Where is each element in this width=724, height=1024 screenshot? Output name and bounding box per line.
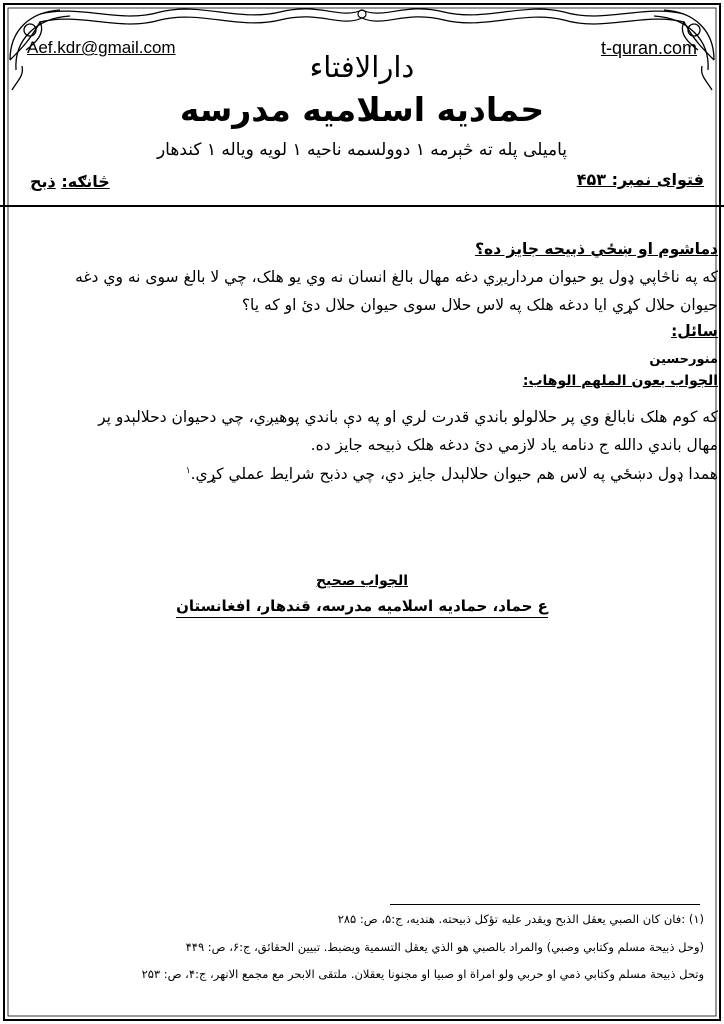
email-link[interactable]: Aef.kdr@gmail.com — [27, 38, 176, 57]
answer-heading: الجواب بعون الملهم الوهاب: — [522, 373, 718, 389]
footnote-1 — [20, 912, 704, 926]
answer-line-3-text: همدا ډول دښځي په لاس هم حیوان حلالېدل جایز دي، چي دذبح شرایط عملي کړي. — [190, 465, 718, 483]
signature-heading: الجواب صحیح — [315, 573, 409, 589]
footnote-ref: ١ — [185, 465, 191, 476]
header-divider — [0, 205, 724, 207]
answer-line-3 — [6, 465, 718, 483]
category-value: ذبح — [30, 172, 56, 191]
question-line-2: حیوان حلال کړي ایا ددغه هلک په لاس حلال سوی حیوان حلال دئ او که یا؟ — [241, 296, 718, 314]
question-line-1: که په ناڅاپي ډول یو حیوان مرداریږي دغه مهال بالغ انسان نه وي یو هلک، چي لا بالغ سوی نه وي دغه — [75, 268, 718, 286]
footnote-1-number: (١) — [688, 912, 704, 926]
signature-line: ع حماد، حمادیه اسلامیه مدرسه، قندهار، افغانستان — [0, 597, 724, 615]
madrasa-title: حمادیه اسلامیه مدرسه — [179, 90, 545, 129]
address: پامیلی پله ته څېرمه ١ دوولسمه ناحیه ١ لویه ویاله ١ کندهار — [156, 140, 568, 160]
footnote-rule — [390, 904, 700, 905]
website-link[interactable]: t-quran.com — [600, 38, 697, 58]
answer-line-1: که کوم هلک نابالغ وي پر حلالولو باندي قدرت لري او په دې باندي پوهیږي، چي دحیوان دحلالېدو پر — [98, 408, 718, 426]
footnote-2: (وحل ذبیحة مسلم وکتابي وصبي) والمراد بالصبي هو الذي یعقل التسمیة ویضبط. تبیین الحقائق، ج:۶، ص: ۴۴۹ — [185, 940, 704, 954]
category-label: څانګه: — [61, 172, 110, 191]
asker-name: منورحسین — [649, 352, 718, 367]
question-title: دماشوم او ښځي ذبیحه جایز ده؟ — [475, 240, 718, 258]
category — [30, 172, 110, 191]
answer-line-2: مهال باندي دالله ج دنامه یاد لازمي دئ ددغه هلک ذبیحه جایز ده. — [310, 436, 718, 454]
fatwa-number: فتوای نمبر: ۴۵۳ — [576, 170, 704, 189]
asker-label: سائل: — [671, 322, 718, 340]
footnote-1-text: :فان کان الصبي یعقل الذبح ویقدر علیه تؤکل ذبیحته. هندیه، ج:۵، ص: ۲۸۵ — [337, 912, 686, 926]
footnote-3: وتحل ذبیحة مسلم وکتابي ذمي او حربي ولو امراة او صبیا او مجنونا یعقلان. ملتقی الابحر مع مجمع الانهر، ج:۴، ص: ۲۵۳ — [141, 967, 704, 981]
darulifta-title: دارالافتاء — [309, 50, 415, 84]
